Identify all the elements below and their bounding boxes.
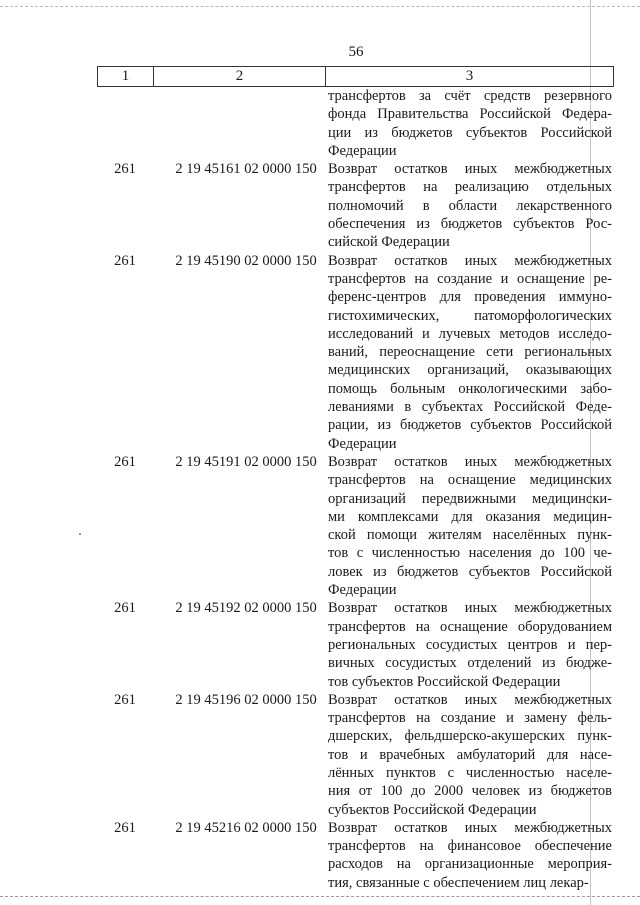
table-row bbox=[97, 691, 612, 819]
description-cell bbox=[325, 453, 612, 599]
table-row-continuation bbox=[97, 87, 612, 160]
description-line: Возврат остатков иных межбюджетных bbox=[328, 600, 612, 617]
budget-code-cell: 2 19 45190 02 0000 150 bbox=[175, 252, 317, 269]
description-line: трансфертов на финансовое обеспечение bbox=[328, 838, 612, 855]
description-line: региональных сосудистых центров и пер- bbox=[328, 636, 612, 653]
description-line: тов с численностью населения до 100 че- bbox=[328, 545, 612, 562]
description-line: трансфертов на создание и оснащение ре- bbox=[328, 270, 612, 287]
description-cell bbox=[325, 87, 612, 160]
header-col-2: 2 bbox=[154, 67, 326, 86]
description-line: трансфертов на реализацию отдельных bbox=[328, 179, 612, 196]
table-body bbox=[97, 87, 612, 892]
budget-code-cell: 2 19 45161 02 0000 150 bbox=[175, 161, 317, 178]
table-row bbox=[97, 819, 612, 892]
description-line: трансфертов за счёт средств резервного bbox=[328, 88, 612, 104]
admin-code-cell: 261 bbox=[114, 819, 136, 836]
description-line: исследований и лучевых методов исследо- bbox=[328, 325, 612, 342]
description-line: фонда Правительства Российской Федера- bbox=[328, 106, 612, 123]
description-line: тия, связанные с обеспечением лиц лекар- bbox=[328, 874, 589, 891]
description-line: помощь больным онкологическими забо- bbox=[328, 380, 612, 397]
table-row bbox=[97, 160, 612, 251]
description-line: субъектов Российской Федерации bbox=[328, 801, 537, 818]
description-cell bbox=[325, 819, 612, 892]
description-cell bbox=[325, 691, 612, 819]
description-line: ференс-центров для проведения иммуно- bbox=[328, 289, 612, 306]
description-line: организаций передвижными медицински- bbox=[328, 490, 612, 507]
budget-code-cell: 2 19 45196 02 0000 150 bbox=[175, 691, 317, 708]
admin-code-cell: 261 bbox=[114, 161, 136, 178]
scan-speck bbox=[79, 533, 81, 535]
description-cell bbox=[325, 252, 612, 453]
admin-code-cell: 261 bbox=[114, 600, 136, 617]
description-line: Возврат остатков иных межбюджетных bbox=[328, 453, 612, 470]
description-line: медицинских организаций, оказывающих bbox=[328, 362, 612, 379]
description-line: рации, из бюджетов субъектов Российской bbox=[328, 417, 612, 434]
description-line: ловек из бюджетов субъектов Российской bbox=[328, 563, 612, 580]
description-line: тов и врачебных амбулаторий для насе- bbox=[328, 746, 612, 763]
description-line: лённых пунктов с численностью населе- bbox=[328, 764, 612, 781]
description-line: ции из бюджетов субъектов Российской bbox=[328, 124, 612, 141]
description-cell bbox=[325, 160, 612, 251]
description-line: вичных сосудистых отделений из бюдже- bbox=[328, 655, 612, 672]
description-line: Возврат остатков иных межбюджетных bbox=[328, 819, 612, 836]
header-col-1: 1 bbox=[98, 67, 154, 86]
description-line: трансфертов на оснащение оборудованием bbox=[328, 618, 612, 635]
table-header bbox=[97, 66, 614, 87]
scan-edge-top bbox=[0, 6, 640, 7]
description-line: полномочий в области лекарственного bbox=[328, 197, 612, 214]
description-line: тов субъектов Российской Федерации bbox=[328, 673, 561, 690]
table-row bbox=[97, 599, 612, 690]
description-line: трансфертов на оснащение медицинских bbox=[328, 472, 612, 489]
scan-edge-bottom bbox=[0, 896, 640, 897]
description-line: ской помощи жителям населённых пунк- bbox=[328, 527, 612, 544]
admin-code-cell: 261 bbox=[114, 453, 136, 470]
header-col-3: 3 bbox=[465, 68, 474, 84]
table-row bbox=[97, 252, 612, 453]
table-row bbox=[97, 453, 612, 599]
admin-code-cell bbox=[97, 87, 153, 160]
description-cell bbox=[325, 599, 612, 690]
budget-code-cell: 2 19 45216 02 0000 150 bbox=[175, 819, 317, 836]
budget-code-cell bbox=[153, 87, 325, 160]
description-line: Возврат остатков иных межбюджетных bbox=[328, 161, 612, 178]
description-line: Федерации bbox=[328, 142, 397, 159]
description-line: Возврат остатков иных межбюджетных bbox=[328, 691, 612, 708]
description-line: гистохимических, патоморфологических bbox=[328, 307, 612, 324]
description-line: Федерации bbox=[328, 582, 397, 599]
description-line: дшерских, фельдшерско-акушерских пунк- bbox=[328, 728, 612, 745]
budget-code-cell: 2 19 45192 02 0000 150 bbox=[175, 600, 317, 617]
page-number: 56 bbox=[348, 44, 364, 60]
admin-code-cell: 261 bbox=[114, 252, 136, 269]
description-line: расходов на организационные мероприя- bbox=[328, 856, 612, 873]
description-line: обеспечения из бюджетов субъектов Рос- bbox=[328, 216, 612, 233]
description-line: сийской Федерации bbox=[328, 234, 450, 251]
description-line: ваний, переоснащение сети региональных bbox=[328, 344, 612, 361]
description-line: трансфертов на создание и замену фель- bbox=[328, 710, 612, 727]
admin-code-cell: 261 bbox=[114, 691, 136, 708]
description-line: ми комплексами для оказания медицин- bbox=[328, 508, 612, 525]
description-line: ния от 100 до 2000 человек из бюджетов bbox=[328, 783, 612, 800]
description-line: Федерации bbox=[328, 435, 397, 452]
description-line: Возврат остатков иных межбюджетных bbox=[328, 252, 612, 269]
budget-code-cell: 2 19 45191 02 0000 150 bbox=[175, 453, 317, 470]
description-line: леваниями в субъектах Российской Феде- bbox=[328, 399, 612, 416]
